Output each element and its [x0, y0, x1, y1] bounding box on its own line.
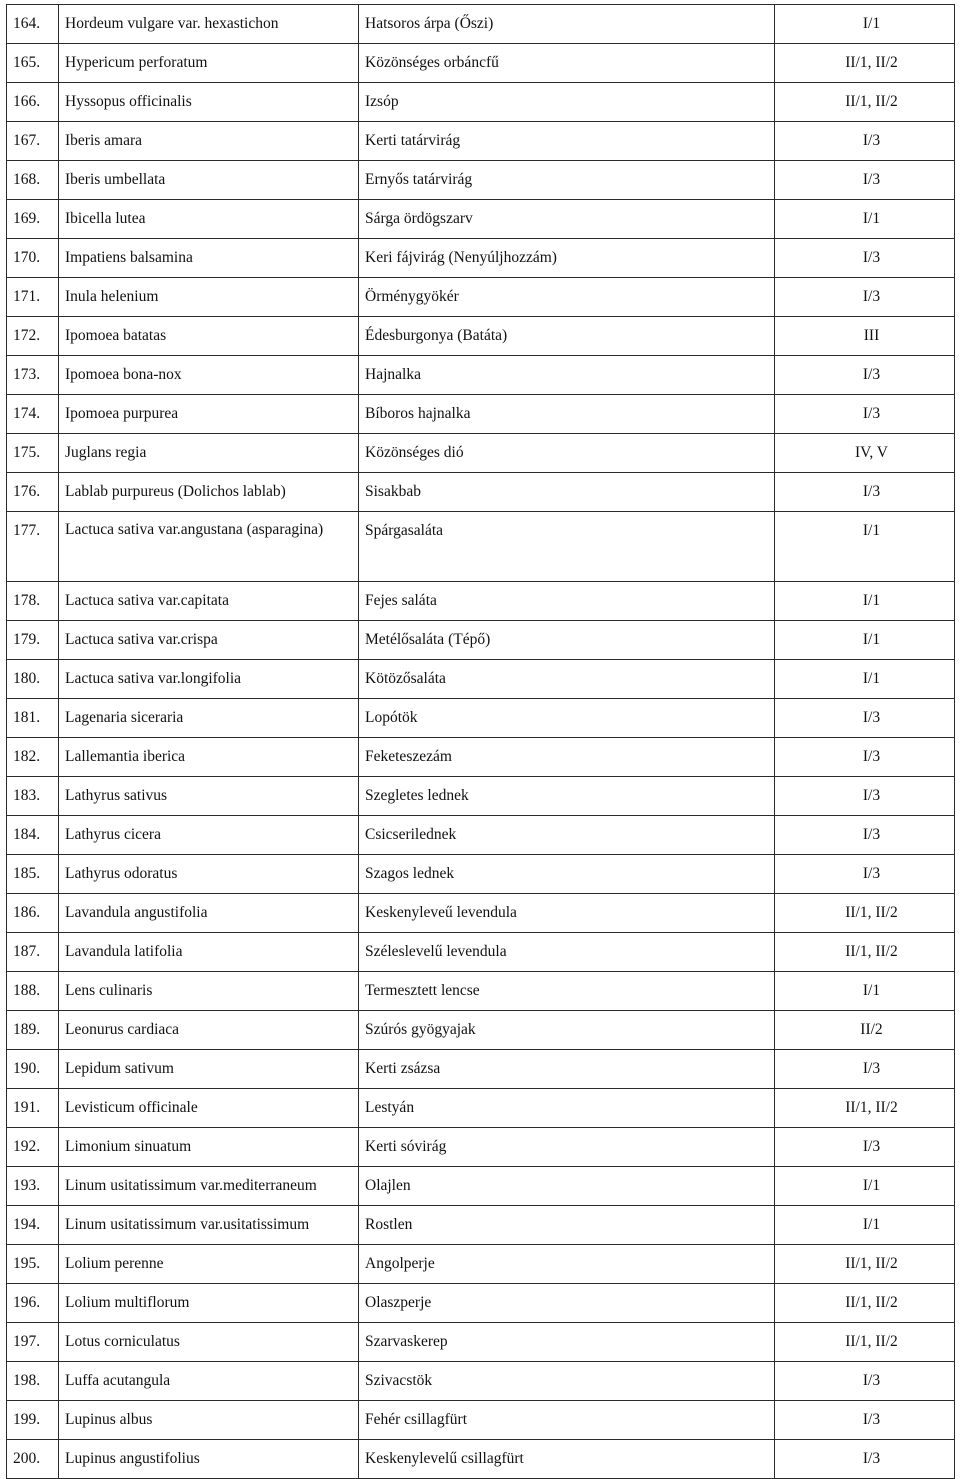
table-row [7, 738, 955, 777]
latin-name: Lavandula angustifolia [59, 894, 359, 933]
hungarian-name: Szarvaskerep [359, 1323, 775, 1362]
category-code: I/3 [775, 777, 955, 816]
latin-name: Leonurus cardiaca [59, 1011, 359, 1050]
category-code: I/1 [775, 1167, 955, 1206]
hungarian-name: Szegletes lednek [359, 777, 775, 816]
latin-name: Lepidum sativum [59, 1050, 359, 1089]
row-number: 195. [7, 1245, 59, 1284]
table-row [7, 122, 955, 161]
table-row [7, 356, 955, 395]
row-number: 172. [7, 317, 59, 356]
table-row [7, 1401, 955, 1440]
hungarian-name: Olajlen [359, 1167, 775, 1206]
row-number: 167. [7, 122, 59, 161]
table-row [7, 933, 955, 972]
latin-name: Hypericum perforatum [59, 44, 359, 83]
row-number: 179. [7, 621, 59, 660]
plant-species-table [6, 4, 955, 1479]
row-number: 165. [7, 44, 59, 83]
table-row [7, 1362, 955, 1401]
row-number: 197. [7, 1323, 59, 1362]
table-row [7, 660, 955, 699]
latin-name: Iberis umbellata [59, 161, 359, 200]
latin-name: Juglans regia [59, 434, 359, 473]
latin-name: Hordeum vulgare var. hexastichon [59, 5, 359, 44]
table-row [7, 1284, 955, 1323]
hungarian-name: Rostlen [359, 1206, 775, 1245]
latin-name: Lactuca sativa var.longifolia [59, 660, 359, 699]
table-row [7, 1323, 955, 1362]
table-row [7, 317, 955, 356]
table-row [7, 512, 955, 582]
latin-name: Lactuca sativa var.capitata [59, 582, 359, 621]
latin-name: Ibicella lutea [59, 200, 359, 239]
latin-name: Inula helenium [59, 278, 359, 317]
table-row [7, 434, 955, 473]
table-row [7, 1128, 955, 1167]
row-number: 176. [7, 473, 59, 512]
latin-name: Lathyrus odoratus [59, 855, 359, 894]
table-row [7, 200, 955, 239]
hungarian-name: Termesztett lencse [359, 972, 775, 1011]
latin-name: Impatiens balsamina [59, 239, 359, 278]
table-row [7, 894, 955, 933]
category-code: II/1, II/2 [775, 933, 955, 972]
category-code: I/1 [775, 512, 955, 582]
category-code: II/1, II/2 [775, 1323, 955, 1362]
hungarian-name: Kerti zsázsa [359, 1050, 775, 1089]
category-code: I/3 [775, 1050, 955, 1089]
hungarian-name: Angolperje [359, 1245, 775, 1284]
latin-name: Iberis amara [59, 122, 359, 161]
category-code: II/1, II/2 [775, 1089, 955, 1128]
row-number: 194. [7, 1206, 59, 1245]
hungarian-name: Fejes saláta [359, 582, 775, 621]
row-number: 169. [7, 200, 59, 239]
hungarian-name: Spárgasaláta [359, 512, 775, 582]
hungarian-name: Izsóp [359, 83, 775, 122]
hungarian-name: Szúrós gyögyajak [359, 1011, 775, 1050]
row-number: 170. [7, 239, 59, 278]
hungarian-name: Sisakbab [359, 473, 775, 512]
hungarian-name: Bíboros hajnalka [359, 395, 775, 434]
row-number: 186. [7, 894, 59, 933]
table-row [7, 1167, 955, 1206]
latin-name: Lactuca sativa var.angustana (asparagina) [59, 512, 359, 582]
latin-name: Lolium multiflorum [59, 1284, 359, 1323]
latin-name: Lavandula latifolia [59, 933, 359, 972]
latin-name: Luffa acutangula [59, 1362, 359, 1401]
category-code: I/3 [775, 278, 955, 317]
category-code: II/1, II/2 [775, 1245, 955, 1284]
row-number: 198. [7, 1362, 59, 1401]
hungarian-name: Hajnalka [359, 356, 775, 395]
hungarian-name: Sárga ördögszarv [359, 200, 775, 239]
table-row [7, 1245, 955, 1284]
category-code: II/1, II/2 [775, 44, 955, 83]
table-row [7, 1011, 955, 1050]
row-number: 171. [7, 278, 59, 317]
category-code: II/1, II/2 [775, 1284, 955, 1323]
hungarian-name: Kerti sóvirág [359, 1128, 775, 1167]
latin-name: Limonium sinuatum [59, 1128, 359, 1167]
table-row [7, 777, 955, 816]
latin-name: Lupinus angustifolius [59, 1440, 359, 1479]
table-row [7, 972, 955, 1011]
category-code: I/1 [775, 5, 955, 44]
table-row [7, 395, 955, 434]
category-code: IV, V [775, 434, 955, 473]
hungarian-name: Édesburgonya (Batáta) [359, 317, 775, 356]
category-code: I/3 [775, 161, 955, 200]
hungarian-name: Örménygyökér [359, 278, 775, 317]
latin-name: Lotus corniculatus [59, 1323, 359, 1362]
row-number: 191. [7, 1089, 59, 1128]
latin-name: Lolium perenne [59, 1245, 359, 1284]
row-number: 166. [7, 83, 59, 122]
hungarian-name: Feketeszezám [359, 738, 775, 777]
category-code: II/1, II/2 [775, 894, 955, 933]
row-number: 164. [7, 5, 59, 44]
row-number: 181. [7, 699, 59, 738]
table-row [7, 1050, 955, 1089]
category-code: I/3 [775, 855, 955, 894]
category-code: I/3 [775, 816, 955, 855]
category-code: I/3 [775, 699, 955, 738]
category-code: I/1 [775, 621, 955, 660]
latin-name: Ipomoea batatas [59, 317, 359, 356]
category-code: I/3 [775, 356, 955, 395]
table-row [7, 5, 955, 44]
row-number: 178. [7, 582, 59, 621]
latin-name: Lagenaria siceraria [59, 699, 359, 738]
hungarian-name: Keskenylevelű csillagfürt [359, 1440, 775, 1479]
plant-table-body [7, 5, 955, 1479]
category-code: I/3 [775, 1362, 955, 1401]
hungarian-name: Fehér csillagfürt [359, 1401, 775, 1440]
hungarian-name: Lopótök [359, 699, 775, 738]
table-row [7, 621, 955, 660]
category-code: I/3 [775, 122, 955, 161]
row-number: 196. [7, 1284, 59, 1323]
category-code: I/1 [775, 660, 955, 699]
category-code: II/1, II/2 [775, 83, 955, 122]
latin-name: Lathyrus cicera [59, 816, 359, 855]
hungarian-name: Szivacstök [359, 1362, 775, 1401]
hungarian-name: Csicserilednek [359, 816, 775, 855]
row-number: 188. [7, 972, 59, 1011]
row-number: 187. [7, 933, 59, 972]
row-number: 183. [7, 777, 59, 816]
category-code: III [775, 317, 955, 356]
row-number: 173. [7, 356, 59, 395]
category-code: I/3 [775, 473, 955, 512]
category-code: I/1 [775, 1206, 955, 1245]
row-number: 168. [7, 161, 59, 200]
latin-name: Ipomoea purpurea [59, 395, 359, 434]
hungarian-name: Olaszperje [359, 1284, 775, 1323]
table-row [7, 44, 955, 83]
category-code: I/3 [775, 1440, 955, 1479]
table-row [7, 855, 955, 894]
row-number: 192. [7, 1128, 59, 1167]
hungarian-name: Metélősaláta (Tépő) [359, 621, 775, 660]
table-row [7, 161, 955, 200]
table-row [7, 1206, 955, 1245]
hungarian-name: Keskenyleveű levendula [359, 894, 775, 933]
category-code: I/3 [775, 1401, 955, 1440]
latin-name: Levisticum officinale [59, 1089, 359, 1128]
row-number: 184. [7, 816, 59, 855]
row-number: 199. [7, 1401, 59, 1440]
row-number: 200. [7, 1440, 59, 1479]
hungarian-name: Közönséges dió [359, 434, 775, 473]
latin-name: Hyssopus officinalis [59, 83, 359, 122]
table-row [7, 473, 955, 512]
row-number: 190. [7, 1050, 59, 1089]
category-code: I/1 [775, 582, 955, 621]
latin-name: Lablab purpureus (Dolichos lablab) [59, 473, 359, 512]
row-number: 177. [7, 512, 59, 582]
hungarian-name: Kötözősaláta [359, 660, 775, 699]
row-number: 185. [7, 855, 59, 894]
row-number: 193. [7, 1167, 59, 1206]
table-row [7, 83, 955, 122]
table-row [7, 699, 955, 738]
table-row [7, 1089, 955, 1128]
table-row [7, 816, 955, 855]
hungarian-name: Lestyán [359, 1089, 775, 1128]
latin-name: Lupinus albus [59, 1401, 359, 1440]
row-number: 180. [7, 660, 59, 699]
hungarian-name: Keri fájvirág (Nenyúljhozzám) [359, 239, 775, 278]
latin-name: Lactuca sativa var.crispa [59, 621, 359, 660]
table-row [7, 239, 955, 278]
hungarian-name: Széleslevelű levendula [359, 933, 775, 972]
hungarian-name: Kerti tatárvirág [359, 122, 775, 161]
category-code: I/3 [775, 1128, 955, 1167]
category-code: II/2 [775, 1011, 955, 1050]
category-code: I/3 [775, 239, 955, 278]
latin-name: Lens culinaris [59, 972, 359, 1011]
row-number: 189. [7, 1011, 59, 1050]
category-code: I/1 [775, 200, 955, 239]
row-number: 174. [7, 395, 59, 434]
category-code: I/3 [775, 738, 955, 777]
latin-name: Linum usitatissimum var.usitatissimum [59, 1206, 359, 1245]
latin-name: Ipomoea bona-nox [59, 356, 359, 395]
hungarian-name: Szagos lednek [359, 855, 775, 894]
latin-name: Lathyrus sativus [59, 777, 359, 816]
category-code: I/1 [775, 972, 955, 1011]
latin-name: Lallemantia iberica [59, 738, 359, 777]
hungarian-name: Ernyős tatárvirág [359, 161, 775, 200]
category-code: I/3 [775, 395, 955, 434]
row-number: 175. [7, 434, 59, 473]
table-row [7, 582, 955, 621]
row-number: 182. [7, 738, 59, 777]
latin-name: Linum usitatissimum var.mediterraneum [59, 1167, 359, 1206]
hungarian-name: Közönséges orbáncfű [359, 44, 775, 83]
table-row [7, 278, 955, 317]
hungarian-name: Hatsoros árpa (Őszi) [359, 5, 775, 44]
